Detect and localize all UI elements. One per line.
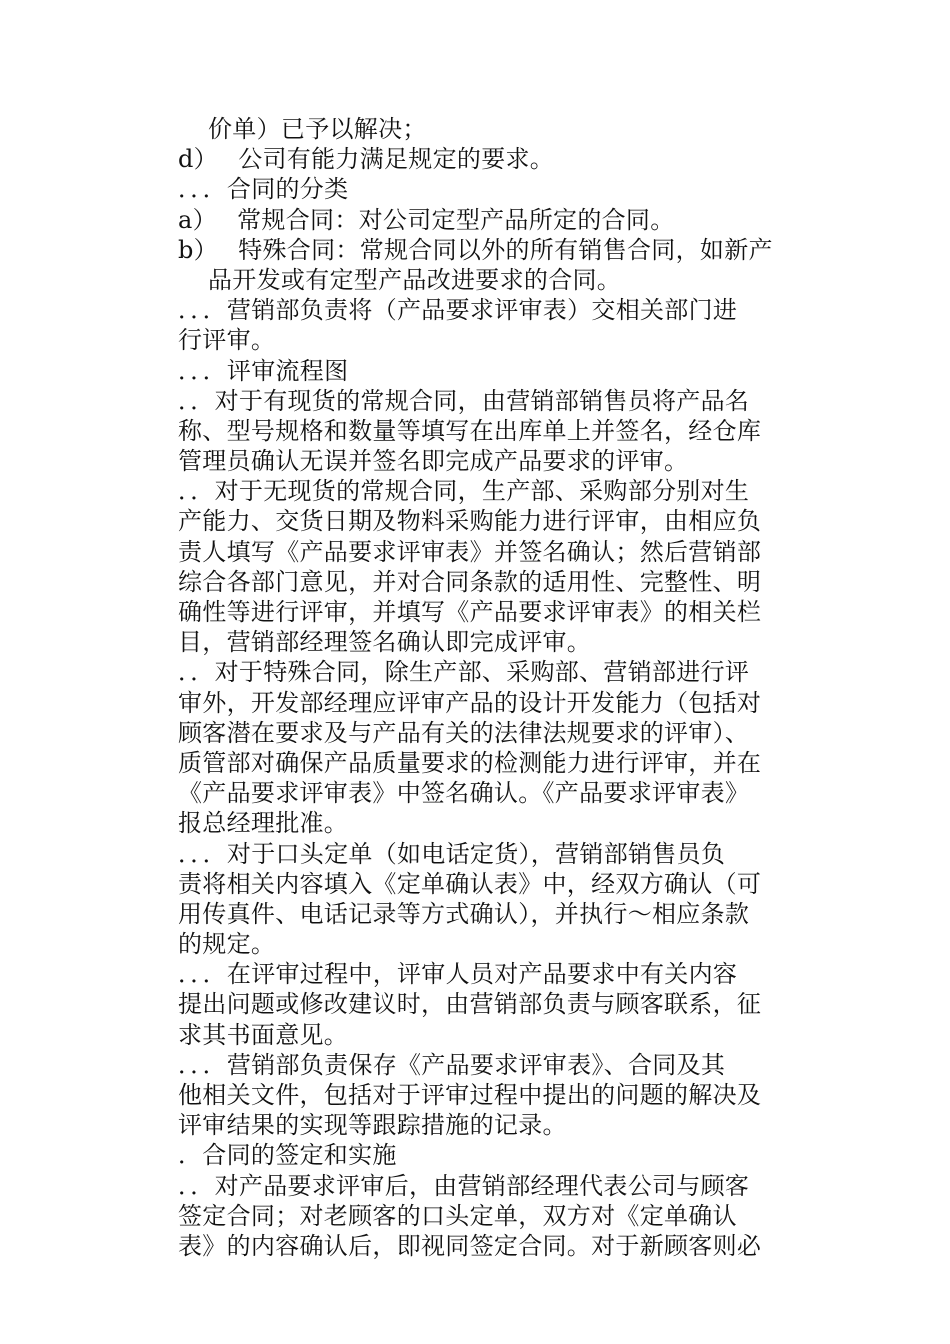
text-line: 行评审。 xyxy=(178,326,276,355)
text-line: ．．．营销部负责保存《产品要求评审表》、合同及其 xyxy=(178,1050,726,1079)
text-line: d） 公司有能力满足规定的要求。 xyxy=(178,145,555,174)
text-line: 提出问题或修改建议时，由营销部负责与顾客联系，征 xyxy=(178,990,762,1019)
text-line: ．．对产品要求评审后，由营销部经理代表公司与顾客 xyxy=(178,1171,750,1200)
text-line: 产能力、交货日期及物料采购能力进行评审，由相应负 xyxy=(178,507,762,536)
text-line: 责人填写《产品要求评审表》并签名确认；然后营销部 xyxy=(178,537,762,566)
text-line: 评审结果的实现等跟踪措施的记录。 xyxy=(178,1111,567,1140)
text-line: 品开发或有定型产品改进要求的合同。 xyxy=(208,265,622,294)
text-line: ．．对于有现货的常规合同，由营销部销售员将产品名 xyxy=(178,386,750,415)
text-line: 责将相关内容填入《定单确认表》中，经双方确认（可 xyxy=(178,869,762,898)
text-line: 签定合同；对老顾客的口头定单，双方对《定单确认 xyxy=(178,1201,737,1230)
text-line: 管理员确认无误并签名即完成产品要求的评审。 xyxy=(178,447,689,476)
text-line: ．．．对于口头定单（如电话定货），营销部销售员负 xyxy=(178,839,726,868)
text-line: 确性等进行评审，并填写《产品要求评审表》的相关栏 xyxy=(178,598,762,626)
section-heading: ．．．合同的分类 xyxy=(178,175,349,204)
text-line: 求其书面意见。 xyxy=(178,1020,349,1049)
section-heading: ．．．评审流程图 xyxy=(178,356,349,385)
text-line: 的规定。 xyxy=(178,930,276,959)
text-line: 综合各部门意见，并对合同条款的适用性、完整性、明 xyxy=(178,567,762,596)
document-body xyxy=(178,114,810,1261)
text-line: 表》的内容确认后，即视同签定合同。对于新顾客则必 xyxy=(178,1231,762,1260)
text-line: ．．．营销部负责将（产品要求评审表）交相关部门进 xyxy=(178,296,738,325)
text-line: ．．对于无现货的常规合同，生产部、采购部分别对生 xyxy=(178,477,750,506)
text-line: 他相关文件，包括对于评审过程中提出的问题的解决及 xyxy=(178,1081,762,1109)
text-line: 顾客潜在要求及与产品有关的法律法规要求的评审）、 xyxy=(178,718,750,747)
text-line: a） 常规合同：对公司定型产品所定的合同。 xyxy=(178,205,675,234)
text-line: 质管部对确保产品质量要求的检测能力进行评审，并在 xyxy=(178,748,762,777)
text-line: b） 特殊合同：常规合同以外的所有销售合同，如新产 xyxy=(178,235,773,264)
section-heading: ．合同的签定和实施 xyxy=(178,1141,397,1170)
text-line: 价单）已予以解决； xyxy=(208,115,427,143)
text-line: 称、型号规格和数量等填写在出库单上并签名，经仓库 xyxy=(178,416,762,445)
text-line: 《产品要求评审表》中签名确认。《产品要求评审表》 xyxy=(178,779,750,808)
text-line: 审外，开发部经理应评审产品的设计开发能力（包括对 xyxy=(178,688,762,717)
text-line: ．．．在评审过程中，评审人员对产品要求中有关内容 xyxy=(178,960,738,989)
text-line: 目，营销部经理签名确认即完成评审。 xyxy=(178,628,592,657)
text-line: 报总经理批准。 xyxy=(178,809,349,838)
text-line: ．．对于特殊合同，除生产部、采购部、营销部进行评 xyxy=(178,658,750,687)
text-line: 用传真件、电话记录等方式确认），并执行～相应条款 xyxy=(178,899,750,928)
